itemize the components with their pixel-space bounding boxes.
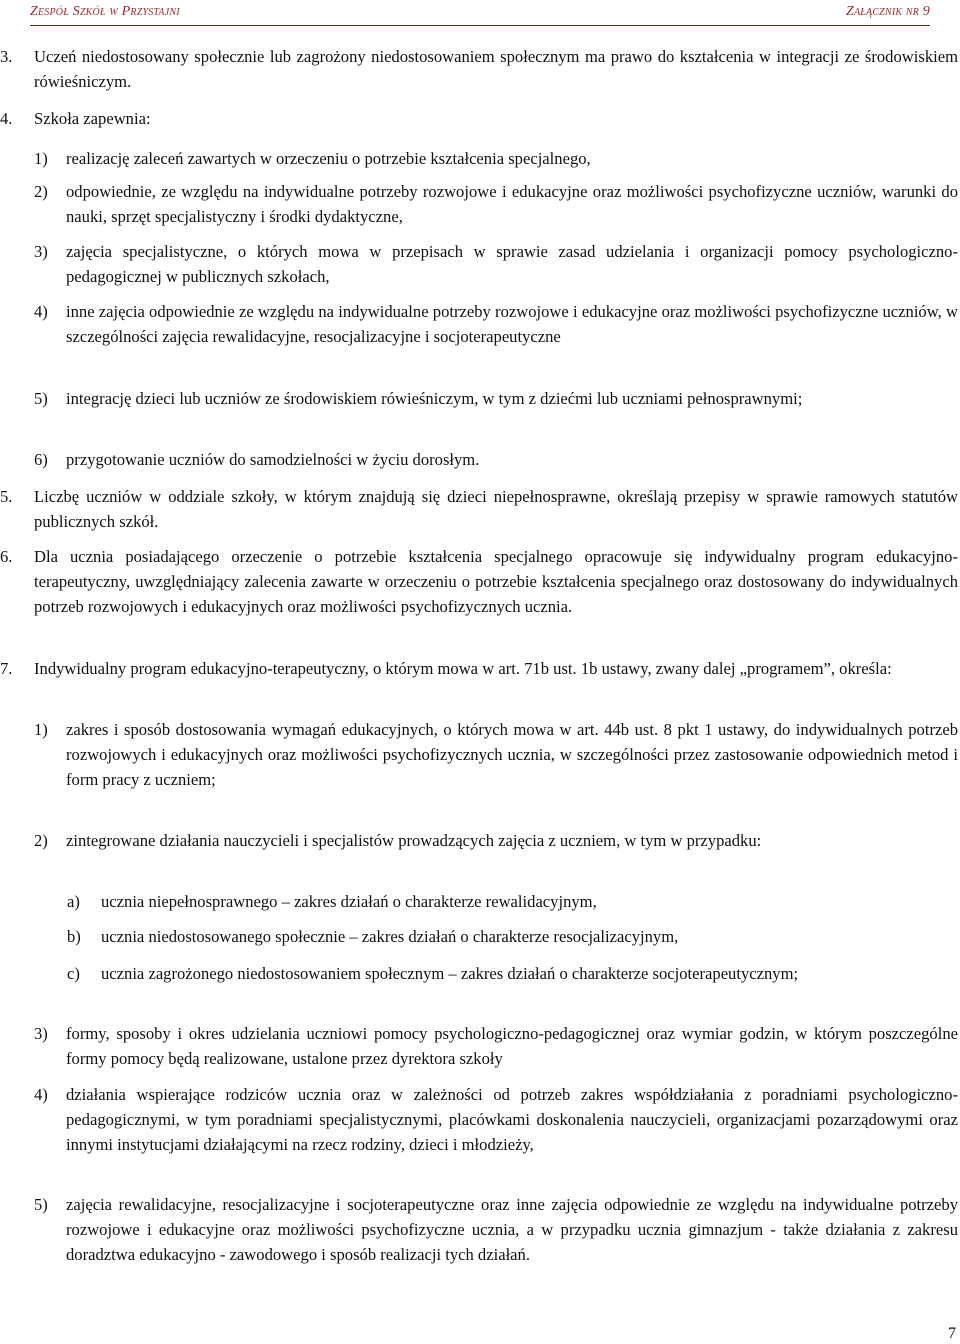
list-item-text: Dla ucznia posiadającego orzeczenie o potrzebie kształcenia specjalnego opracowuje się indywidualny program edukacyjno-terapeutyczny, uwzględniający zalecenia zawarte w orzeczeniu o potrzebie kształcenia specjalnego oraz dostosowany do indywidualnych potrzeb rozwojowych i edukacyjnych oraz możliwości psychofizycznych ucznia. — [34, 547, 958, 616]
list-item — [0, 484, 958, 534]
list-item-text: przygotowanie uczniów do samodzielności w życiu dorosłym. — [66, 450, 480, 469]
list-item — [0, 146, 958, 171]
list-item — [0, 544, 958, 619]
list-item — [0, 179, 958, 229]
list-item — [0, 828, 958, 853]
list-item-text: inne zajęcia odpowiednie ze względu na indywidualne potrzeby rozwojowe i edukacyjne oraz możliwości psychofizyczne uczniów, w szczególności zajęcia rewalidacyjne, resocjalizacyjne i socjoterapeutyczne — [66, 302, 958, 346]
list-item — [0, 386, 958, 411]
list-item — [0, 961, 958, 986]
list-item-number: a) — [67, 892, 80, 911]
list-item-number: 2) — [34, 831, 48, 850]
list-item-number: 5) — [34, 1195, 48, 1214]
list-item-text: odpowiednie, ze względu na indywidualne potrzeby rozwojowe i edukacyjne oraz możliwości psychofizyczne uczniów, warunki do nauki, sprzęt specjalistyczny i środki dydaktyczne, — [66, 182, 958, 226]
list-item — [0, 239, 958, 289]
list-item-number: 6. — [0, 547, 13, 566]
list-item-text: Indywidualny program edukacyjno-terapeutyczny, o którym mowa w art. 71b ust. 1b ustawy, zwany dalej „programem”, określa: — [34, 659, 892, 678]
list-item — [0, 656, 958, 681]
list-item-number: 2) — [34, 182, 48, 201]
list-item — [0, 44, 958, 94]
list-item-number: 6) — [34, 450, 48, 469]
list-item — [0, 299, 958, 349]
list-item-text: zajęcia rewalidacyjne, resocjalizacyjne i socjoterapeutyczne oraz inne zajęcia odpowiednie ze względu na indywidualne potrzeby rozwojowe i edukacyjne oraz możliwości psychofizyczne ucznia, a w przypadku ucznia gimnazjum - także działania z zakresu doradztwa edukacyjno - zawodowego i sposób realizacji tych działań. — [66, 1195, 958, 1264]
page-number: 7 — [948, 1325, 956, 1342]
list-item — [0, 1021, 958, 1071]
list-item-text: ucznia niepełnosprawnego – zakres działań o charakterze rewalidacyjnym, — [101, 892, 597, 911]
list-item-number: 1) — [34, 720, 48, 739]
list-item-text: realizację zaleceń zawartych w orzeczeniu o potrzebie kształcenia specjalnego, — [66, 149, 591, 168]
list-item-number: 3) — [34, 1024, 48, 1043]
list-item-text: zajęcia specjalistyczne, o których mowa w przepisach w sprawie zasad udzielania i organizacji pomocy psychologiczno-pedagogicznej w publicznych szkołach, — [66, 242, 958, 286]
list-item — [0, 1082, 958, 1157]
list-item-text: Szkoła zapewnia: — [34, 109, 151, 128]
header-school-name: Zespół Szkół w Przystajni — [30, 4, 180, 19]
list-item-text: formy, sposoby i okres udzielania uczniowi pomocy psychologiczno-pedagogicznej oraz wymiar godzin, w którym poszczególne formy pomocy będą realizowane, ustalone przez dyrektora szkoły — [66, 1024, 958, 1068]
list-item — [0, 924, 958, 949]
list-item — [0, 889, 958, 914]
list-item-text: działania wspierające rodziców ucznia oraz w zależności od potrzeb zakres współdziałania z poradniami psychologiczno-pedagogicznymi, w tym poradniami specjalistycznymi, placówkami doskonalenia nauczycieli, organizacjami pozarządowymi oraz innymi instytucjami działającymi na rzecz rodziny, dzieci i młodzieży, — [66, 1085, 958, 1154]
list-item-text: zakres i sposób dostosowania wymagań edukacyjnych, o których mowa w art. 44b ust. 8 pkt 1 ustawy, do indywidualnych potrzeb rozwojowych i edukacyjnych oraz możliwości psychofizycznych ucznia, w szczególności przez zastosowanie odpowiednich metod i form pracy z uczniem; — [66, 720, 958, 789]
list-item — [0, 106, 958, 131]
list-item-number: 4. — [0, 109, 13, 128]
list-item-number: c) — [67, 964, 80, 983]
list-item-number: 3) — [34, 242, 48, 261]
header-attachment-label: Załącznik nr 9 — [845, 4, 930, 19]
list-item-text: ucznia zagrożonego niedostosowaniem społecznym – zakres działań o charakterze socjoterapeutycznym; — [101, 964, 799, 983]
list-item-text: ucznia niedostosowanego społecznie – zakres działań o charakterze resocjalizacyjnym, — [101, 927, 679, 946]
list-item-number: 3. — [0, 47, 13, 66]
list-item — [0, 1192, 958, 1267]
list-item-number: b) — [67, 927, 81, 946]
list-item-text: integrację dzieci lub uczniów ze środowiskiem rówieśniczym, w tym z dziećmi lub uczniami pełnosprawnymi; — [66, 389, 803, 408]
list-item-text: Liczbę uczniów w oddziale szkoły, w którym znajdują się dzieci niepełnosprawne, określają przepisy w sprawie ramowych statutów publicznych szkół. — [34, 487, 958, 531]
list-item — [0, 447, 958, 472]
list-item-number: 4) — [34, 302, 48, 321]
list-item-number: 7. — [0, 659, 13, 678]
list-item-text: zintegrowane działania nauczycieli i specjalistów prowadzących zajęcia z uczniem, w tym w przypadku: — [66, 831, 762, 850]
list-item-text: Uczeń niedostosowany społecznie lub zagrożony niedostosowaniem społecznym ma prawo do kształcenia w integracji ze środowiskiem rówieśniczym. — [34, 47, 958, 91]
list-item-number: 4) — [34, 1085, 48, 1104]
list-item — [0, 717, 958, 792]
page-header — [30, 3, 930, 26]
list-item-number: 5. — [0, 487, 13, 506]
list-item-number: 5) — [34, 389, 48, 408]
list-item-number: 1) — [34, 149, 48, 168]
